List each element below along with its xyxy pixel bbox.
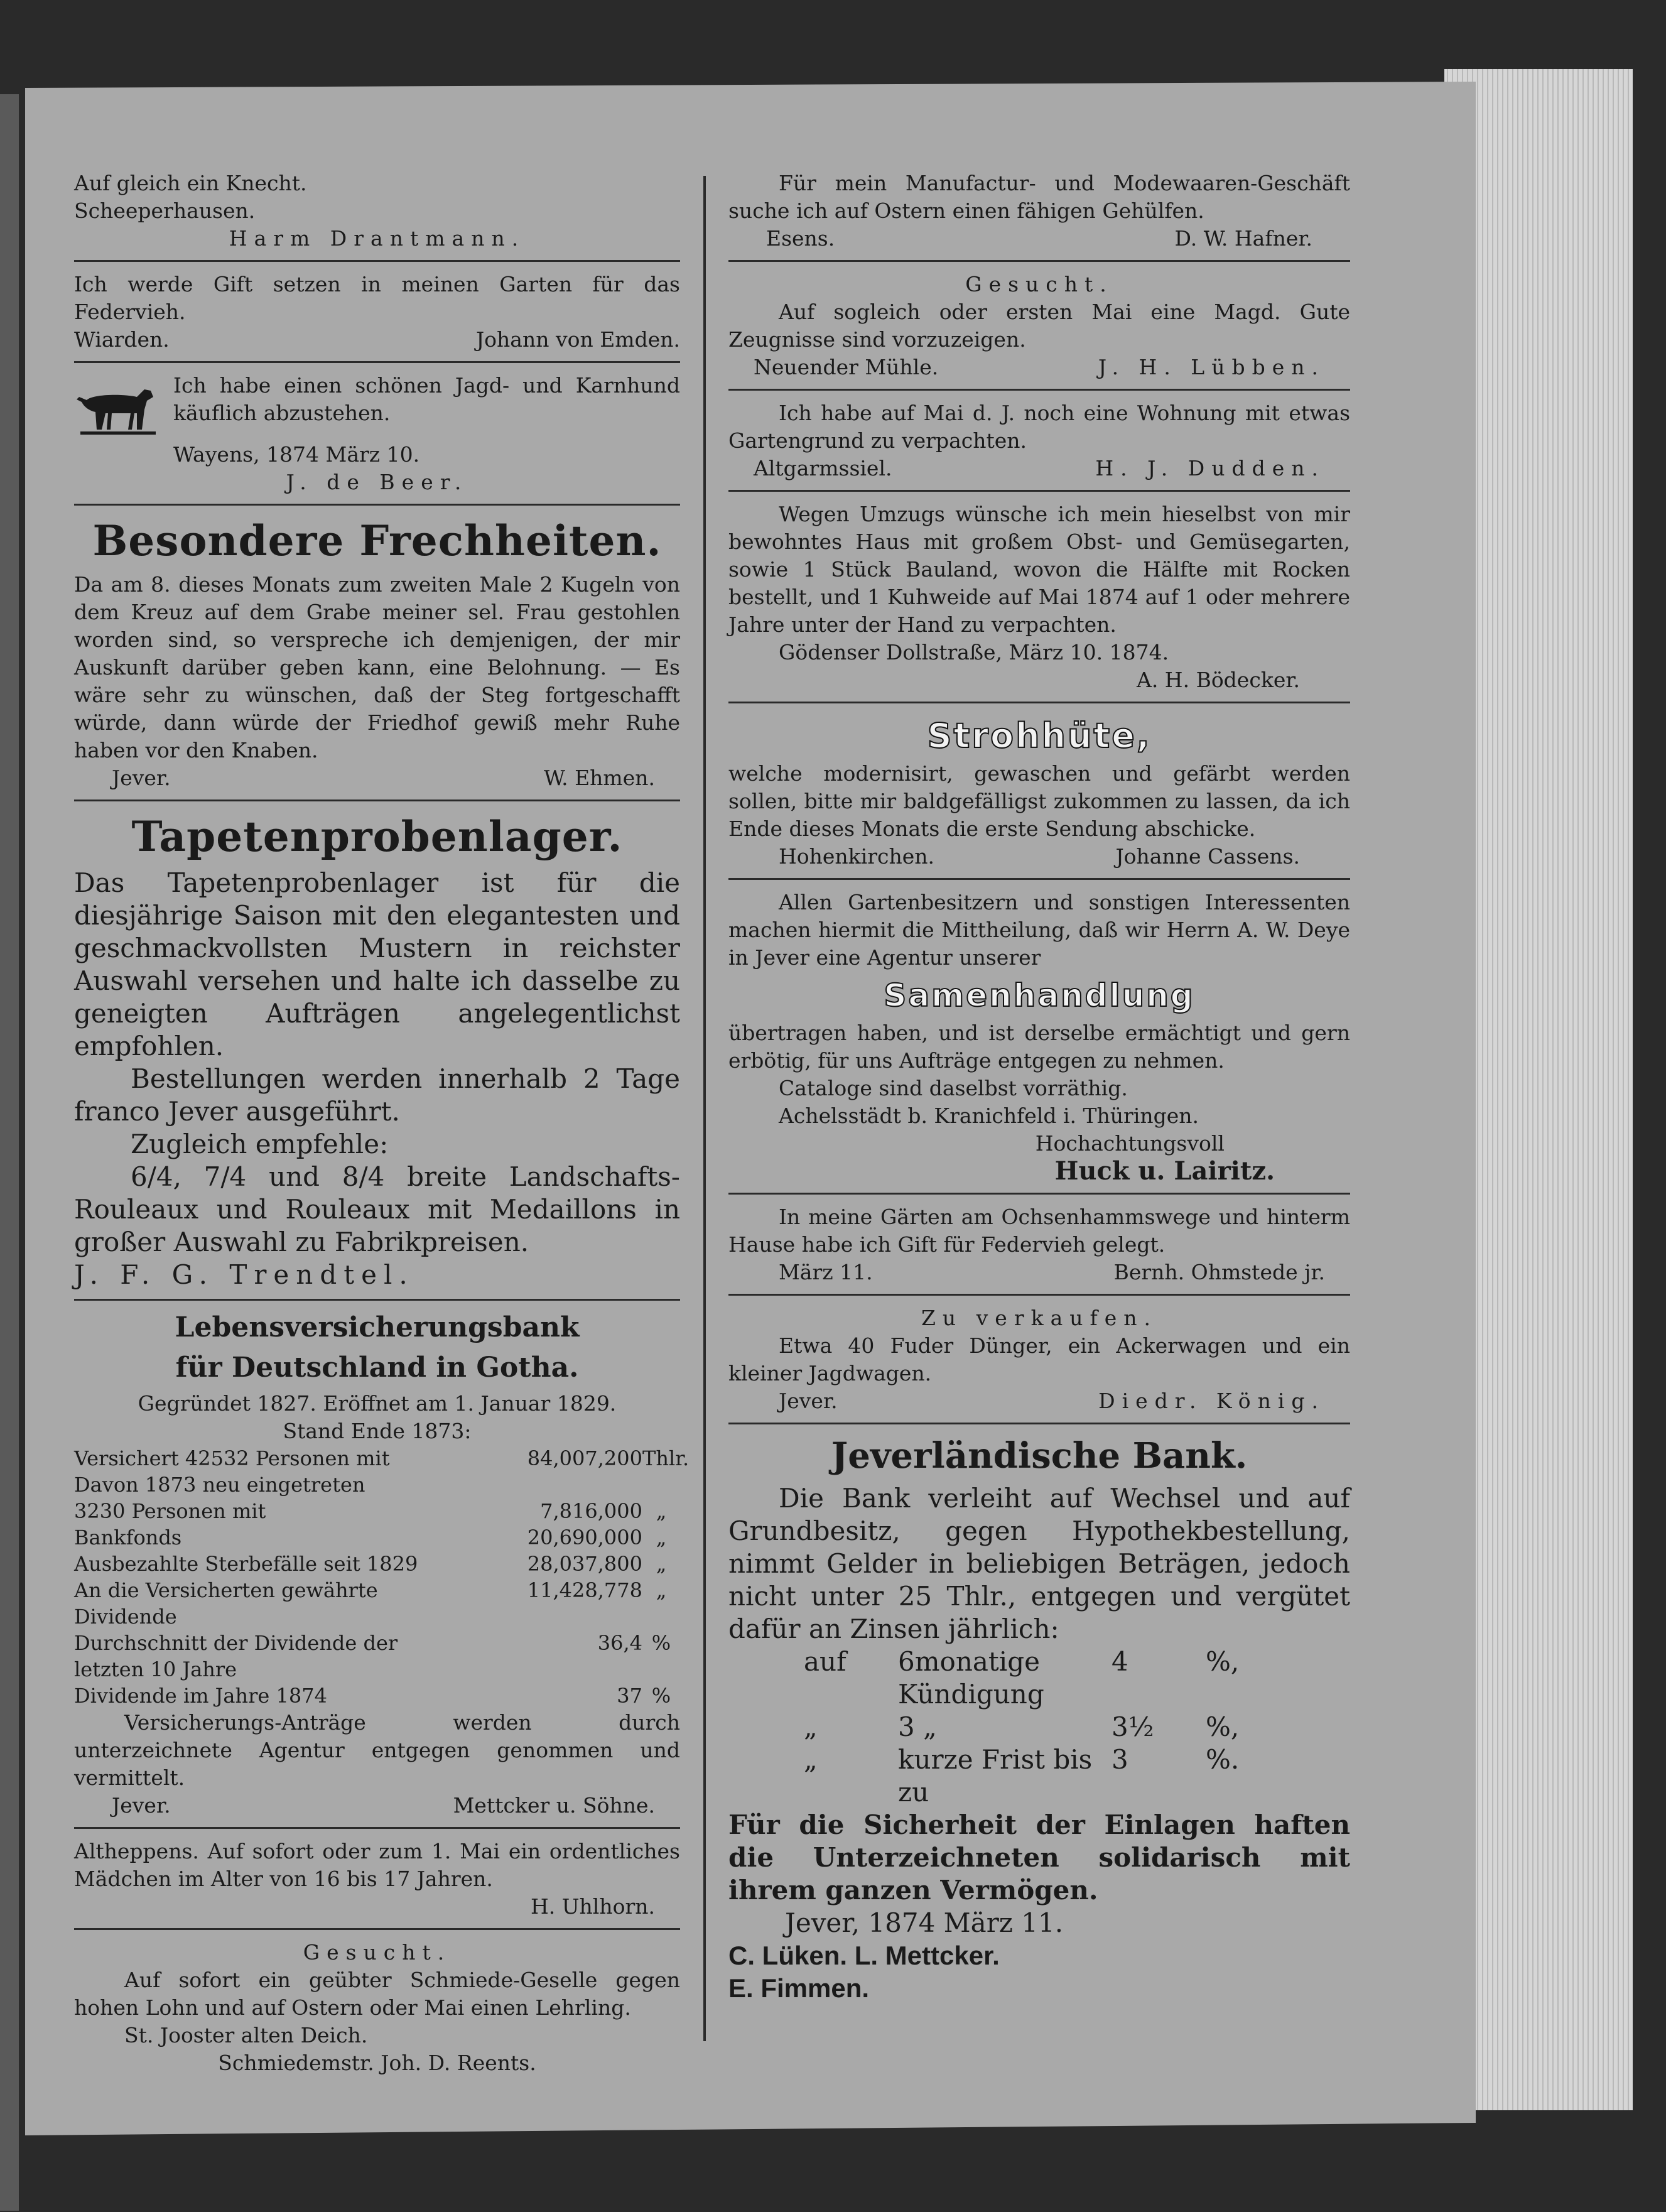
ad-date: Gödenser Dollstraße, März 10. 1874. bbox=[779, 640, 1169, 664]
divider-rule bbox=[74, 361, 680, 363]
ad-signature: J. F. G. Trendtel. bbox=[74, 1259, 414, 1290]
divider-rule bbox=[74, 504, 680, 506]
rate-cell: %, bbox=[1206, 1711, 1240, 1742]
ad-text: Cataloge sind daselbst vorräthig. bbox=[779, 1076, 1128, 1100]
table-cell-value: 84,007,200 bbox=[527, 1446, 642, 1470]
ad-text: Das Tapetenprobenlager ist für die diesjährige Saison mit den elegantesten und geschmackvollsten Mustern in reichster Auswahl versehen und halte ich dasselbe zu geneigten Aufträgen angelegentlichst empfohlen. bbox=[74, 867, 680, 1061]
table-cell-value: 28,037,800 bbox=[527, 1552, 642, 1576]
ad-place: St. Jooster alten Deich. bbox=[124, 2023, 368, 2047]
ad-headline: Tapetenprobenlager. bbox=[131, 812, 623, 861]
ad-lebensversicherung bbox=[74, 1309, 690, 1819]
ad-signature: W. Ehmen. bbox=[543, 766, 655, 790]
ad-signature: H. Uhlhorn. bbox=[530, 1894, 655, 1919]
rate-cell: auf bbox=[804, 1646, 847, 1677]
table-cell-label: Ausbezahlte Sterbefälle seit 1829 bbox=[74, 1552, 418, 1576]
ad-headline: Jeverländische Bank. bbox=[831, 1435, 1248, 1477]
ad-text: Ich habe einen schönen Jagd- und Karnhund käuflich abzustehen. bbox=[173, 373, 680, 425]
table-cell-unit: „ bbox=[656, 1499, 667, 1523]
rate-cell: 3½ bbox=[1112, 1711, 1154, 1742]
divider-rule bbox=[728, 1294, 1350, 1296]
divider-rule bbox=[74, 260, 680, 262]
divider-rule bbox=[728, 1423, 1350, 1424]
divider-rule bbox=[728, 389, 1350, 391]
rate-cell: 3 „ bbox=[898, 1711, 937, 1742]
ad-signature: J. H. Lübben. bbox=[1098, 355, 1325, 379]
divider-rule bbox=[728, 1193, 1350, 1195]
ad-headline: Samenhandlung bbox=[884, 977, 1195, 1014]
table-cell-unit: „ bbox=[656, 1578, 667, 1602]
hunting-dog-icon bbox=[74, 372, 162, 441]
divider-rule bbox=[74, 1299, 680, 1301]
ad-gift-federvieh bbox=[728, 1203, 1350, 1286]
ad-founded: Gegründet 1827. Eröffnet am 1. Januar 1829. bbox=[138, 1391, 617, 1416]
ad-headline: Lebensversicherungsbank bbox=[175, 1311, 580, 1343]
table-cell-value: 7,816,000 bbox=[540, 1499, 642, 1523]
ad-signature: Mettcker u. Söhne. bbox=[453, 1793, 655, 1818]
ad-place: Esens. bbox=[766, 226, 835, 251]
ad-signature: Huck u. Lairitz. bbox=[1054, 1156, 1275, 1186]
ad-signature: A. H. Bödecker. bbox=[1137, 668, 1300, 692]
rate-cell: „ bbox=[804, 1744, 818, 1775]
ad-footer bbox=[74, 1792, 680, 1819]
ad-text: Auf sofort ein geübter Schmiede-Geselle gegen hohen Lohn und auf Ostern oder Mai einen Lehrling. bbox=[74, 1968, 680, 2020]
ad-place: Wiarden. bbox=[74, 327, 170, 352]
ad-signature: Diedr. König. bbox=[1098, 1389, 1325, 1413]
ad-tapeten bbox=[74, 810, 680, 1291]
left-column bbox=[74, 170, 690, 2083]
ad-signature: Bernh. Ohmstede jr. bbox=[1113, 1260, 1325, 1284]
table-cell-value bbox=[454, 1472, 642, 1498]
ad-schmied bbox=[74, 1939, 680, 2077]
rate-cell: 3 bbox=[1112, 1744, 1128, 1775]
ad-text: Wegen Umzugs wünsche ich mein hieselbst von mir bewohntes Haus mit großem Obst- und Gemüsegarten, sowie 1 Stück Bauland, wovon die Hälfte mit Rocken bestellt, und 1 Kuhweide auf Mai 1874 auf 1 oder mehrere Jahre unter der Hand zu verpachten. bbox=[728, 502, 1350, 637]
ad-jeverlaendische-bank bbox=[728, 1433, 1350, 2005]
table-cell-unit bbox=[642, 1472, 680, 1498]
ad-text: In meine Gärten am Ochsenhammswege und hinterm Hause habe ich Gift für Federvieh gelegt. bbox=[728, 1205, 1350, 1257]
ad-maedchen bbox=[74, 1838, 680, 1921]
ad-headline: Gesucht. bbox=[303, 1940, 452, 1965]
divider-rule bbox=[728, 490, 1350, 492]
ad-strohhuete bbox=[728, 712, 1350, 870]
column-divider bbox=[703, 176, 706, 2041]
insurance-table bbox=[74, 1445, 690, 1709]
ad-footer bbox=[74, 764, 680, 792]
divider-rule bbox=[74, 1928, 680, 1930]
ad-gehuelfe bbox=[728, 170, 1350, 252]
ad-samenhandlung bbox=[728, 889, 1350, 1185]
table-cell-unit: % bbox=[651, 1684, 671, 1708]
ad-signature: E. Fimmen. bbox=[728, 1973, 870, 2003]
ad-text: Für mein Manufactur- und Modewaaren-Geschäft suche ich auf Ostern einen fähigen Gehülfen. bbox=[728, 171, 1350, 223]
table-cell-unit: „ bbox=[656, 1526, 667, 1549]
ad-gift-garten bbox=[74, 271, 680, 354]
ad-text: Altheppens. Auf sofort oder zum 1. Mai ein ordentliches Mädchen im Alter von 16 bis 17 Jahren. bbox=[74, 1839, 680, 1891]
ad-signature: Johanne Cassens. bbox=[1115, 844, 1300, 869]
ad-footer bbox=[728, 1259, 1350, 1286]
table-cell-value: 11,428,778 bbox=[527, 1578, 642, 1602]
table-cell-unit: Thlr. bbox=[642, 1446, 690, 1470]
divider-rule bbox=[74, 800, 680, 801]
ad-place: Jever. bbox=[112, 766, 171, 790]
ad-headline: Besondere Frechheiten. bbox=[92, 516, 662, 565]
ad-date: Wayens, 1874 März 10. bbox=[173, 442, 420, 467]
rate-cell: kurze Frist bis zu bbox=[898, 1744, 1093, 1808]
table-cell-label: Dividende im Jahre 1874 bbox=[74, 1684, 327, 1708]
ad-signature: Schmiedemstr. Joh. D. Reents. bbox=[218, 2051, 536, 2075]
interest-rate-table bbox=[804, 1645, 1350, 1809]
divider-rule bbox=[728, 260, 1350, 262]
table-cell-label: 3230 Personen mit bbox=[74, 1499, 266, 1523]
table-cell-value: 36,4 bbox=[597, 1631, 642, 1655]
rate-cell: 6monatige Kündigung bbox=[898, 1646, 1044, 1710]
ad-place: Jever. bbox=[779, 1389, 838, 1413]
ad-signature: D. W. Hafner. bbox=[1174, 226, 1312, 251]
ad-signature: Harm Drantmann. bbox=[229, 226, 526, 251]
ad-headline: für Deutschland in Gotha. bbox=[175, 1352, 579, 1384]
ad-headline: Gesucht. bbox=[965, 272, 1113, 296]
ad-footer bbox=[728, 354, 1350, 381]
ad-magd bbox=[728, 271, 1350, 381]
ad-footer bbox=[728, 455, 1350, 482]
divider-rule bbox=[728, 702, 1350, 703]
ad-place: Neuender Mühle. bbox=[754, 355, 939, 379]
rate-cell: „ bbox=[804, 1711, 818, 1742]
ad-bold-text: Für die Sicherheit der Einlagen haften die Unterzeichneten solidarisch mit ihrem ganzen Vermögen. bbox=[728, 1809, 1350, 1906]
ad-text: übertragen haben, und ist derselbe ermächtigt und gern erbötig, für uns Aufträge entgegen zu nehmen. bbox=[728, 1021, 1350, 1073]
ad-date: März 11. bbox=[779, 1260, 873, 1284]
ad-verkaufen bbox=[728, 1304, 1350, 1415]
table-cell-label: Versichert 42532 Personen mit bbox=[74, 1446, 390, 1470]
ad-text: Auf gleich ein Knecht. bbox=[74, 171, 307, 195]
right-column bbox=[728, 170, 1350, 2011]
ad-text: Ich habe auf Mai d. J. noch eine Wohnung mit etwas Gartengrund zu verpachten. bbox=[728, 401, 1350, 453]
ad-signature: J. de Beer. bbox=[286, 470, 468, 494]
ad-signature: H. J. Dudden. bbox=[1095, 456, 1325, 480]
ad-footer bbox=[728, 225, 1350, 252]
ad-body bbox=[74, 372, 680, 441]
table-cell-label: An die Versicherten gewährte Dividende bbox=[74, 1578, 378, 1629]
ad-text: Zugleich empfehle: bbox=[131, 1129, 389, 1159]
ad-footer bbox=[728, 843, 1350, 870]
ad-stand: Stand Ende 1873: bbox=[283, 1419, 472, 1443]
rate-cell: %, bbox=[1206, 1646, 1240, 1677]
ad-place: Scheeperhausen. bbox=[74, 198, 256, 223]
ad-text: Bestellungen werden innerhalb 2 Tage franco Jever ausgeführt. bbox=[74, 1063, 680, 1127]
ad-knecht bbox=[74, 170, 680, 252]
ad-headline: Zu verkaufen. bbox=[921, 1306, 1158, 1330]
ad-jagdhund bbox=[74, 372, 680, 496]
table-cell-value: 20,690,000 bbox=[527, 1526, 642, 1549]
ad-text: Ich werde Gift setzen in meinen Garten für das Federvieh. bbox=[74, 272, 680, 324]
ad-place: Achelsstädt b. Kranichfeld i. Thüringen. bbox=[779, 1103, 1199, 1128]
ad-date: Jever, 1874 März 11. bbox=[785, 1907, 1064, 1938]
table-cell-label: Davon 1873 neu eingetreten bbox=[74, 1473, 365, 1497]
ad-text: Allen Gartenbesitzern und sonstigen Interessenten machen hiermit die Mittheilung, daß wir Herrn A. W. Deye in Jever eine Agentur unserer bbox=[728, 890, 1350, 970]
ad-footer bbox=[74, 326, 680, 354]
ad-headline: Strohhüte, bbox=[927, 716, 1152, 756]
ad-footer bbox=[728, 1387, 1350, 1415]
ad-frechheiten bbox=[74, 514, 680, 792]
table-cell-value: 37 bbox=[617, 1684, 642, 1708]
divider-rule bbox=[74, 1827, 680, 1829]
ad-text: Auf sogleich oder ersten Mai eine Magd. Gute Zeugnisse sind vorzuzeigen. bbox=[728, 300, 1350, 352]
ad-text: Versicherungs-Anträge werden durch unterzeichnete Agentur entgegen genommen und vermittelt. bbox=[74, 1710, 680, 1790]
ad-text: Etwa 40 Fuder Dünger, ein Ackerwagen und ein kleiner Jagdwagen. bbox=[728, 1333, 1350, 1385]
ad-greeting: Hochachtungsvoll bbox=[1035, 1131, 1225, 1156]
ad-signature: Johann von Emden. bbox=[475, 327, 680, 352]
ad-text: Die Bank verleiht auf Wechsel und auf Grundbesitz, gegen Hypothekbestellung, nimmt Gelder in beliebigen Beträgen, jedoch nicht unter 25 Thlr., entgegen und vergütet dafür an Zinsen jährlich: bbox=[728, 1483, 1350, 1644]
table-cell-label: Bankfonds bbox=[74, 1526, 182, 1549]
ad-place: Altgarmssiel. bbox=[754, 456, 892, 480]
table-cell-label: Durchschnitt der Dividende der letzten 10 Jahre bbox=[74, 1631, 398, 1681]
ad-signature: C. Lüken. L. Mettcker. bbox=[728, 1941, 1000, 1970]
ad-wohnung bbox=[728, 399, 1350, 482]
table-cell-unit: „ bbox=[656, 1552, 667, 1576]
ad-text: Da am 8. dieses Monats zum zweiten Male 2 Kugeln von dem Kreuz auf dem Grabe meiner sel. Frau gestohlen worden sind, so verspreche ich demjenigen, der mir Auskunft darüber geben kann, eine Belohnung. — Es wäre sehr zu wünschen, daß der Steg fortgeschafft würde, dann würde der Friedhof gewiß mehr Ruhe haben vor den Knaben. bbox=[74, 572, 680, 762]
rate-cell: 4 bbox=[1112, 1646, 1128, 1677]
ad-place: Jever. bbox=[112, 1793, 171, 1818]
ad-place: Hohenkirchen. bbox=[779, 844, 935, 869]
ad-text: welche modernisirt, gewaschen und gefärbt werden sollen, bitte mir baldgefälligst zukommen zu lassen, da ich Ende dieses Monats die erste Sendung abschicke. bbox=[728, 761, 1350, 841]
ad-umzug bbox=[728, 501, 1350, 694]
ad-text: 6/4, 7/4 und 8/4 breite Landschafts-Rouleaux und Rouleaux mit Medaillons in großer Auswahl zu Fabrikpreisen. bbox=[74, 1161, 680, 1257]
table-cell-unit: % bbox=[651, 1631, 671, 1655]
divider-rule bbox=[728, 878, 1350, 880]
rate-cell: %. bbox=[1206, 1744, 1240, 1775]
